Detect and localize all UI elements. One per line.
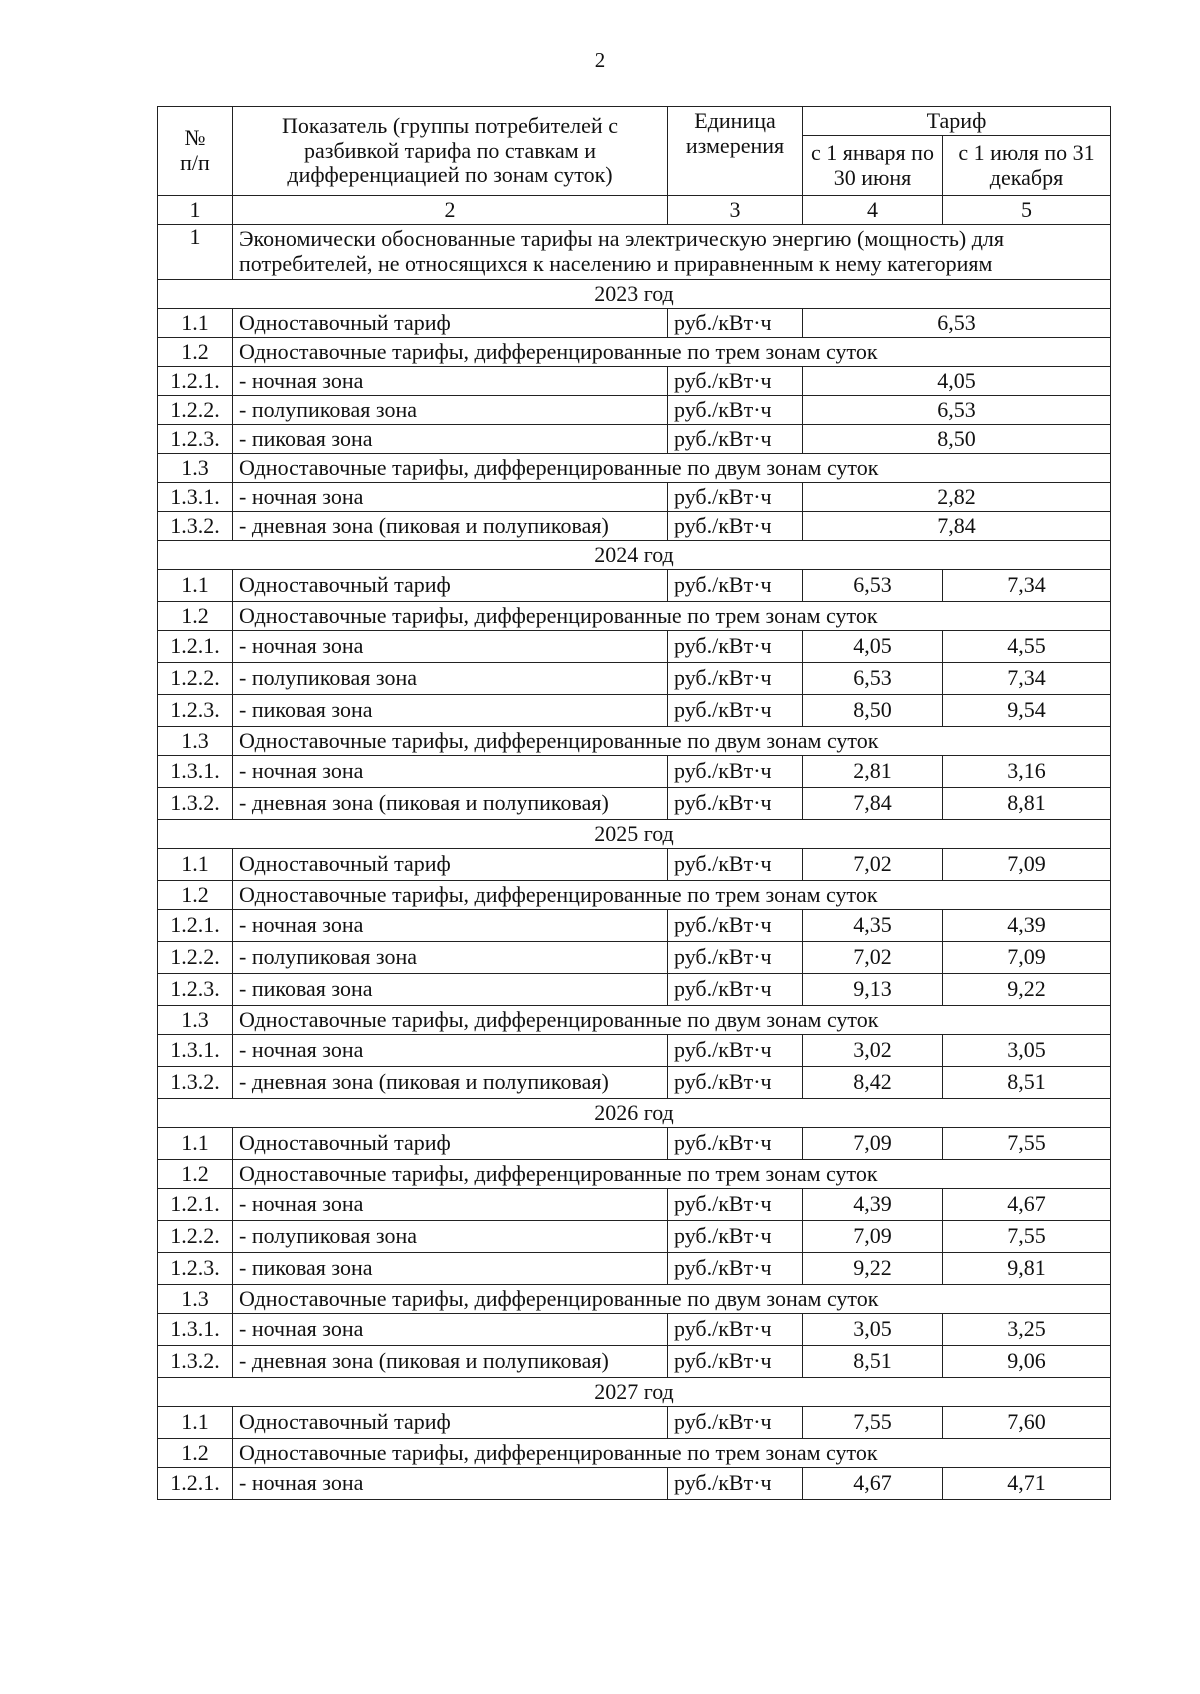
row-num: 1.1: [158, 849, 233, 881]
tariff-value-h1: 3,05: [803, 1314, 943, 1346]
table-row: [158, 483, 1111, 512]
row-num: 1.2: [158, 881, 233, 910]
tariff-table-body: [158, 107, 1111, 1500]
tariff-value-h1: 8,42: [803, 1067, 943, 1099]
section-label: Одноставочные тарифы, дифференцированные по двум зонам суток: [233, 1285, 1111, 1314]
row-unit: руб./кВт·ч: [668, 570, 803, 602]
table-row: [158, 942, 1111, 974]
row-unit: руб./кВт·ч: [668, 756, 803, 788]
year-title: 2027 год: [158, 1378, 1111, 1407]
row-num: 1.2.2.: [158, 942, 233, 974]
header-period-2: с 1 июля по 31 декабря: [943, 136, 1111, 196]
row-label: - дневная зона (пиковая и полупиковая): [233, 512, 668, 541]
tariff-value-h1: 8,51: [803, 1346, 943, 1378]
tariff-value-h1: 7,09: [803, 1128, 943, 1160]
page-number: 2: [594, 48, 606, 72]
row-num: 1.2.3.: [158, 1253, 233, 1285]
row-num: 1.3: [158, 1285, 233, 1314]
tariff-value-h2: 9,81: [943, 1253, 1111, 1285]
row-num: 1.3: [158, 727, 233, 756]
row-label: Одноставочный тариф: [233, 849, 668, 881]
table-row: [158, 367, 1111, 396]
year-row: [158, 1099, 1111, 1128]
tariff-value-h2: 4,39: [943, 910, 1111, 942]
table-row: [158, 910, 1111, 942]
tariff-value-h1: 7,55: [803, 1407, 943, 1439]
row-unit: руб./кВт·ч: [668, 425, 803, 454]
row-unit: руб./кВт·ч: [668, 1468, 803, 1500]
table-row: [158, 309, 1111, 338]
tariff-value-h1: 7,02: [803, 942, 943, 974]
tariff-value: 6,53: [803, 396, 1111, 425]
tariff-value-h2: 9,54: [943, 695, 1111, 727]
row-num: 1.2.3.: [158, 695, 233, 727]
year-row: [158, 1378, 1111, 1407]
row-num: 1.2.3.: [158, 974, 233, 1006]
row-num: 1.3: [158, 1006, 233, 1035]
table-row: [158, 756, 1111, 788]
row-label: Одноставочный тариф: [233, 309, 668, 338]
tariff-value-h1: 6,53: [803, 570, 943, 602]
col-number: 2: [233, 196, 668, 225]
header-tariff: Тариф: [803, 107, 1111, 136]
row-unit: руб./кВт·ч: [668, 1189, 803, 1221]
year-title: 2025 год: [158, 820, 1111, 849]
tariff-value-h2: 4,71: [943, 1468, 1111, 1500]
tariff-value: 7,84: [803, 512, 1111, 541]
header-row-1: [158, 107, 1111, 136]
tariff-table: [157, 106, 1111, 1500]
header-unit: Единица измерения: [668, 107, 803, 196]
row-unit: руб./кВт·ч: [668, 974, 803, 1006]
tariff-value-h1: 7,09: [803, 1221, 943, 1253]
tariff-value-h2: 7,09: [943, 942, 1111, 974]
tariff-value-h1: 6,53: [803, 663, 943, 695]
section-row: [158, 602, 1111, 631]
row-num: 1.2.2.: [158, 396, 233, 425]
col-number: 5: [943, 196, 1111, 225]
row-label: - дневная зона (пиковая и полупиковая): [233, 1346, 668, 1378]
row-num: 1.1: [158, 570, 233, 602]
tariff-value-h1: 3,02: [803, 1035, 943, 1067]
table-row: [158, 1189, 1111, 1221]
tariff-value-h2: 8,51: [943, 1067, 1111, 1099]
col-number: 4: [803, 196, 943, 225]
row-num: 1.2: [158, 1439, 233, 1468]
year-title: 2026 год: [158, 1099, 1111, 1128]
tariff-value: 2,82: [803, 483, 1111, 512]
row-label: - пиковая зона: [233, 695, 668, 727]
row-num: 1.3.1.: [158, 756, 233, 788]
category-text: Экономически обоснованные тарифы на электрическую энергию (мощность) для потребителей, не относящихся к населению и приравненным к нему категориям: [233, 225, 1111, 280]
row-unit: руб./кВт·ч: [668, 396, 803, 425]
section-row: [158, 881, 1111, 910]
tariff-value-h2: 7,55: [943, 1128, 1111, 1160]
row-label: - ночная зона: [233, 1189, 668, 1221]
row-label: - пиковая зона: [233, 425, 668, 454]
tariff-value-h1: 9,22: [803, 1253, 943, 1285]
table-row: [158, 512, 1111, 541]
row-unit: руб./кВт·ч: [668, 512, 803, 541]
row-label: - полупиковая зона: [233, 396, 668, 425]
table-row: [158, 1314, 1111, 1346]
row-label: - ночная зона: [233, 910, 668, 942]
col-number: 1: [158, 196, 233, 225]
table-row: [158, 695, 1111, 727]
section-label: Одноставочные тарифы, дифференцированные по трем зонам суток: [233, 1160, 1111, 1189]
row-label: - ночная зона: [233, 1035, 668, 1067]
row-num: 1.2.3.: [158, 425, 233, 454]
tariff-value-h2: 7,34: [943, 570, 1111, 602]
row-label: - ночная зона: [233, 631, 668, 663]
row-num: 1.1: [158, 1128, 233, 1160]
year-row: [158, 280, 1111, 309]
tariff-value-h2: 3,25: [943, 1314, 1111, 1346]
table-row: [158, 1407, 1111, 1439]
row-unit: руб./кВт·ч: [668, 1314, 803, 1346]
table-row: [158, 1468, 1111, 1500]
row-unit: руб./кВт·ч: [668, 695, 803, 727]
section-label: Одноставочные тарифы, дифференцированные по трем зонам суток: [233, 338, 1111, 367]
tariff-value-h1: 7,84: [803, 788, 943, 820]
year-title: 2024 год: [158, 541, 1111, 570]
row-num: 1.2.1.: [158, 367, 233, 396]
col-number: 3: [668, 196, 803, 225]
row-label: - ночная зона: [233, 367, 668, 396]
section-label: Одноставочные тарифы, дифференцированные по двум зонам суток: [233, 454, 1111, 483]
tariff-value-h2: 9,06: [943, 1346, 1111, 1378]
tariff-value-h1: 4,35: [803, 910, 943, 942]
tariff-value-h1: 4,67: [803, 1468, 943, 1500]
row-num: 1.3.2.: [158, 788, 233, 820]
row-label: - ночная зона: [233, 756, 668, 788]
table-row: [158, 1346, 1111, 1378]
section-row: [158, 454, 1111, 483]
row-label: - полупиковая зона: [233, 942, 668, 974]
row-unit: руб./кВт·ч: [668, 910, 803, 942]
category-num: 1: [158, 225, 233, 280]
tariff-value: 6,53: [803, 309, 1111, 338]
tariff-value-h1: 4,39: [803, 1189, 943, 1221]
tariff-value-h2: 9,22: [943, 974, 1111, 1006]
row-unit: руб./кВт·ч: [668, 788, 803, 820]
section-row: [158, 338, 1111, 367]
row-unit: руб./кВт·ч: [668, 1128, 803, 1160]
section-label: Одноставочные тарифы, дифференцированные по двум зонам суток: [233, 1006, 1111, 1035]
row-unit: руб./кВт·ч: [668, 1346, 803, 1378]
tariff-value-h1: 2,81: [803, 756, 943, 788]
row-label: - дневная зона (пиковая и полупиковая): [233, 1067, 668, 1099]
row-num: 1.3.2.: [158, 1067, 233, 1099]
table-row: [158, 849, 1111, 881]
table-row: [158, 425, 1111, 454]
row-label: Одноставочный тариф: [233, 1407, 668, 1439]
tariff-value-h2: 7,55: [943, 1221, 1111, 1253]
tariff-value: 4,05: [803, 367, 1111, 396]
table-row: [158, 631, 1111, 663]
section-label: Одноставочные тарифы, дифференцированные по трем зонам суток: [233, 602, 1111, 631]
header-num: № п/п: [158, 107, 233, 196]
row-label: - ночная зона: [233, 483, 668, 512]
row-label: - ночная зона: [233, 1314, 668, 1346]
row-label: - пиковая зона: [233, 974, 668, 1006]
row-num: 1.3.2.: [158, 512, 233, 541]
tariff-value-h1: 8,50: [803, 695, 943, 727]
year-row: [158, 541, 1111, 570]
tariff-value-h1: 9,13: [803, 974, 943, 1006]
row-label: Одноставочный тариф: [233, 570, 668, 602]
table-row: [158, 788, 1111, 820]
header-indicator: Показатель (группы потребителей с разбивкой тарифа по ставкам и дифференциацией по зонам суток): [233, 107, 668, 196]
row-unit: руб./кВт·ч: [668, 631, 803, 663]
year-title: 2023 год: [158, 280, 1111, 309]
row-label: - пиковая зона: [233, 1253, 668, 1285]
row-unit: руб./кВт·ч: [668, 663, 803, 695]
row-num: 1.2: [158, 338, 233, 367]
table-row: [158, 974, 1111, 1006]
tariff-value-h2: 3,05: [943, 1035, 1111, 1067]
row-num: 1.1: [158, 1407, 233, 1439]
column-number-row: [158, 196, 1111, 225]
table-row: [158, 1253, 1111, 1285]
table-row: [158, 1221, 1111, 1253]
section-label: Одноставочные тарифы, дифференцированные по двум зонам суток: [233, 727, 1111, 756]
year-row: [158, 820, 1111, 849]
table-row: [158, 396, 1111, 425]
section-row: [158, 1285, 1111, 1314]
row-unit: руб./кВт·ч: [668, 1407, 803, 1439]
row-num: 1.3: [158, 454, 233, 483]
row-label: - ночная зона: [233, 1468, 668, 1500]
row-label: - дневная зона (пиковая и полупиковая): [233, 788, 668, 820]
row-label: Одноставочный тариф: [233, 1128, 668, 1160]
tariff-value-h2: 4,55: [943, 631, 1111, 663]
table-row: [158, 1067, 1111, 1099]
row-unit: руб./кВт·ч: [668, 849, 803, 881]
table-row: [158, 663, 1111, 695]
row-num: 1.2.1.: [158, 910, 233, 942]
tariff-value-h2: 3,16: [943, 756, 1111, 788]
row-num: 1.1: [158, 309, 233, 338]
row-num: 1.2.1.: [158, 1189, 233, 1221]
row-unit: руб./кВт·ч: [668, 1221, 803, 1253]
row-unit: руб./кВт·ч: [668, 942, 803, 974]
tariff-value: 8,50: [803, 425, 1111, 454]
row-num: 1.2: [158, 602, 233, 631]
tariff-value-h1: 7,02: [803, 849, 943, 881]
row-num: 1.3.2.: [158, 1346, 233, 1378]
row-unit: руб./кВт·ч: [668, 1035, 803, 1067]
table-row: [158, 570, 1111, 602]
tariff-value-h2: 7,60: [943, 1407, 1111, 1439]
tariff-value-h1: 4,05: [803, 631, 943, 663]
row-num: 1.2.2.: [158, 1221, 233, 1253]
header-period-1: с 1 января по 30 июня: [803, 136, 943, 196]
row-unit: руб./кВт·ч: [668, 367, 803, 396]
section-label: Одноставочные тарифы, дифференцированные по трем зонам суток: [233, 881, 1111, 910]
tariff-value-h2: 7,09: [943, 849, 1111, 881]
row-unit: руб./кВт·ч: [668, 1067, 803, 1099]
row-unit: руб./кВт·ч: [668, 1253, 803, 1285]
section-row: [158, 727, 1111, 756]
category-row: [158, 225, 1111, 280]
row-unit: руб./кВт·ч: [668, 309, 803, 338]
section-label: Одноставочные тарифы, дифференцированные по трем зонам суток: [233, 1439, 1111, 1468]
section-row: [158, 1006, 1111, 1035]
row-num: 1.3.1.: [158, 1314, 233, 1346]
row-num: 1.2.2.: [158, 663, 233, 695]
table-row: [158, 1128, 1111, 1160]
row-num: 1.2: [158, 1160, 233, 1189]
row-num: 1.2.1.: [158, 1468, 233, 1500]
row-label: - полупиковая зона: [233, 663, 668, 695]
tariff-value-h2: 7,34: [943, 663, 1111, 695]
section-row: [158, 1439, 1111, 1468]
row-unit: руб./кВт·ч: [668, 483, 803, 512]
row-num: 1.2.1.: [158, 631, 233, 663]
row-num: 1.3.1.: [158, 483, 233, 512]
section-row: [158, 1160, 1111, 1189]
tariff-value-h2: 8,81: [943, 788, 1111, 820]
row-label: - полупиковая зона: [233, 1221, 668, 1253]
table-row: [158, 1035, 1111, 1067]
row-num: 1.3.1.: [158, 1035, 233, 1067]
tariff-value-h2: 4,67: [943, 1189, 1111, 1221]
